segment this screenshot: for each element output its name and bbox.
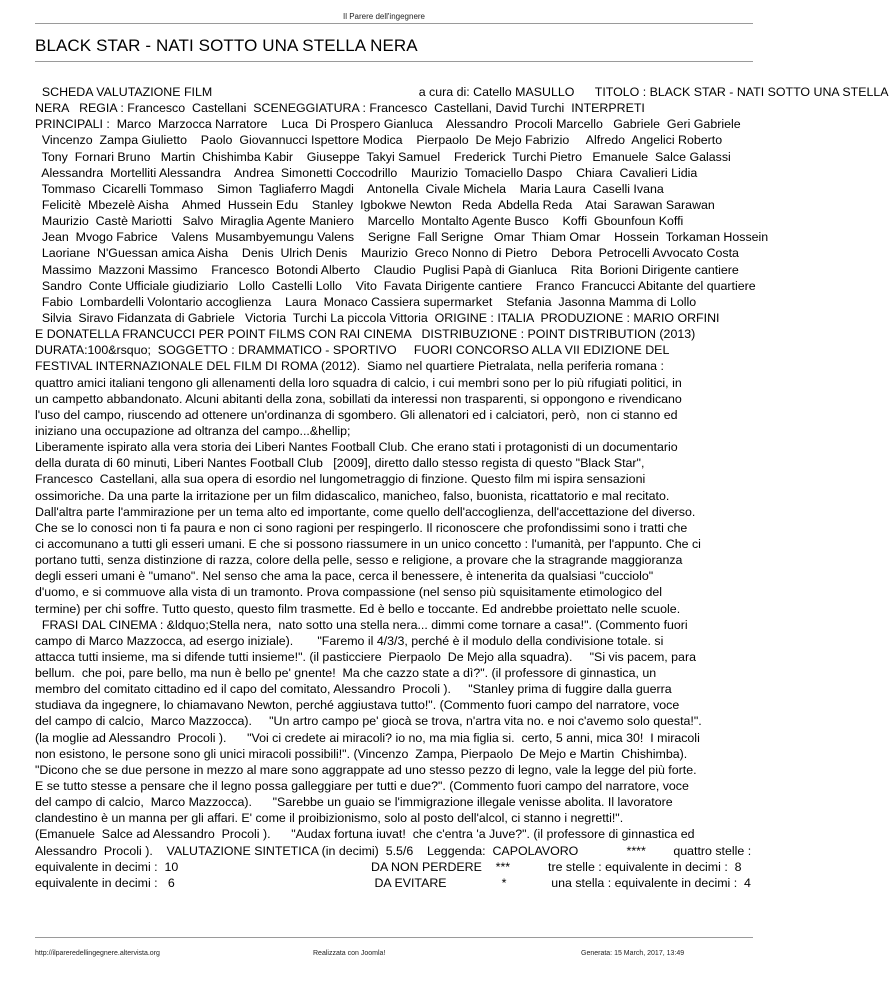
site-header: Il Parere dell'ingegnere [342, 12, 426, 21]
article-line: Silvia Siravo Fidanzata di Gabriele Victoria Turchi La piccola Vittoria ORIGINE : ITALIA PRODUZIONE : MARIO ORFINI [35, 310, 720, 325]
article-line: Francesco Castellani, alla sua opera di esordio nel lungometraggio di finzione. Questo film mi ispira sensazioni [35, 472, 646, 487]
article-line: SCHEDA VALUTAZIONE FILM a cura di: Catello MASULLO TITOLO : BLACK STAR - NATI SOTTO UNA STELLA [35, 85, 889, 99]
article-line: Laoriane N'Guessan amica Aisha Denis Ulrich Denis Maurizio Greco Nonno di Pietro Debora Petrocelli Avvocato Costa [35, 246, 739, 261]
article-line: iniziano una occupazione ad oltranza del campo...&hellip; [35, 423, 351, 438]
title-divider [35, 61, 753, 62]
article-line: portano tutti, senza distinzione di razza, colore della pelle, sesso e religione, a provare che la stragrande maggioranza [35, 553, 683, 568]
article-line: ci accomunano a tutti gli esseri umani. E che si possono riassumere in un unico concetto : l'umanità, per l'appunto. Che ci [35, 536, 701, 551]
article-line: Che se lo conosci non ti fa paura e non ci sono ragioni per respingerlo. Il riconoscere che profondissimi sono i tratti che [35, 520, 688, 535]
article-line: studiava da ingegnere, lo chiamavano Newton, perché aggiustava tutto!". (Commento fuori campo del narratore, voce [35, 698, 680, 713]
header-divider [35, 23, 753, 24]
article-line: Tony Fornari Bruno Martin Chishimba Kabir Giuseppe Takyi Samuel Frederick Turchi Pietro Emanuele Salce Galassi [35, 149, 731, 164]
article-line: equivalente in decimi : 10 DA NON PERDERE *** tre stelle : equivalente in decimi : 8 [35, 859, 742, 874]
article-body [35, 84, 889, 890]
article-line: (Emanuele Salce ad Alessandro Procoli ). "Audax fortuna iuvat! che c'entra 'a Juve?". (il professore di ginnastica ed [35, 827, 695, 842]
article-line: l'uso del campo, riuscendo ad ottenere un'ordinanza di sgombero. Gli allenatori ed i calciatori, però, non ci stanno ed [35, 407, 678, 422]
article-line: termine) per chi soffre. Tutto questo, questo film trasmette. Ed è bello e toccante. Ed andrebbe proiettato nelle scuole. [35, 601, 681, 616]
article-line: PRINCIPALI : Marco Marzocca Narratore Luca Di Prospero Gianluca Alessandro Procoli Marcello Gabriele Geri Gabriele [35, 117, 741, 132]
article-line: degli esseri umani è "umano". Nel senso che ama la pace, cerca il benessere, è intenerita da qualsiasi "cucciolo" [35, 569, 654, 584]
article-line: Maurizio Castè Mariotti Salvo Miraglia Agente Maniero Marcello Montalto Agente Busco Koffi Gbounfoun Koffi [35, 214, 684, 229]
article-line: equivalente in decimi : 6 DA EVITARE * una stella : equivalente in decimi : 4 [35, 875, 751, 890]
article-line: FESTIVAL INTERNAZIONALE DEL FILM DI ROMA (2012). Siamo nel quartiere Pietralata, nella periferia romana : [35, 359, 664, 374]
article-line: Felicitè Mbezelè Aisha Ahmed Hussein Edu Stanley Igbokwe Newton Reda Abdella Reda Atai Sarawan Sarawan [35, 197, 715, 212]
article-line: del campo di calcio, Marco Mazzocca). "Sarebbe un guaio se l'immigrazione illegale venisse abolita. Il lavoratore [35, 795, 673, 810]
article-line: E DONATELLA FRANCUCCI PER POINT FILMS CON RAI CINEMA DISTRIBUZIONE : POINT DISTRIBUTION (2013) [35, 327, 696, 342]
article-line: Sandro Conte Ufficiale giudiziario Lollo Castelli Lollo Vito Favata Dirigente cantiere Franco Francucci Abitante del quartiere [35, 278, 756, 293]
footer-generated-date: Generata: 15 March, 2017, 13:49 [581, 950, 685, 957]
article-line: Vincenzo Zampa Giulietto Paolo Giovannucci Ispettore Modica Pierpaolo De Mejo Fabrizio Alfredo Angelici Roberto [35, 133, 723, 148]
article-line: Alessandra Mortelliti Alessandra Andrea Simonetti Coccodrillo Maurizio Tomaciello Daspo Chiara Cavalieri Lidia [35, 165, 698, 180]
article-line: campo di Marco Mazzocca, ad esergo iniziale). "Faremo il 4/3/3, perché è il modulo della condivisione totale. si [35, 633, 664, 648]
article-line: d'uomo, e si commuove alla vista di un tramonto. Prova compassione (nel senso più squisitamente etimologico del [35, 585, 663, 600]
article-line: DURATA:100&rsquo; SOGGETTO : DRAMMATICO - SPORTIVO FUORI CONCORSO ALLA VII EDIZIONE DEL [35, 343, 670, 358]
article-line: clandestino è un manna per gli affari. E' come il proibizionismo, solo al posto dell'alcol, ci stanno i negretti!". [35, 811, 624, 826]
article-line: attacca tutti insieme, ma si difende tutti insieme!". (il pasticciere Pierpaolo De Mejo alla squadra). "Si vis pacem, para [35, 649, 696, 664]
article-line: Fabio Lombardelli Volontario accoglienza Laura Monaco Cassiera supermarket Stefania Jasonna Mamma di Lollo [35, 294, 697, 309]
article-line: del campo di calcio, Marco Mazzocca). "Un artro campo pe' giocà se trova, n'artra vita no. e noi c'avemo solo questa!". [35, 714, 702, 729]
article-line: Tommaso Cicarelli Tommaso Simon Tagliaferro Magdi Antonella Civale Michela Maria Laura Caselli Ivana [35, 181, 664, 196]
footer-powered-by: Realizzata con Joomla! [313, 950, 386, 957]
article-line: membro del comitato cittadino ed il capo del comitato, Alessandro Procoli ). "Stanley prima di fuggire dalla guerra [35, 682, 672, 697]
article-line: Massimo Mazzoni Massimo Francesco Botondi Alberto Claudio Puglisi Papà di Gianluca Rita Borioni Dirigente cantiere [35, 262, 739, 277]
article-line: quattro amici italiani tengono gli allenamenti della loro squadra di calcio, i cui membri sono per lo più rifugiati politici, in [35, 375, 682, 390]
article-line: Alessandro Procoli ). VALUTAZIONE SINTETICA (in decimi) 5.5/6 Leggenda: CAPOLAVORO **** quattro stelle : [35, 843, 752, 858]
article-line: Dall'altra parte l'ammirazione per un tema alto ed importante, come quello dell'accoglienza, dell'accettazione del diverso. [35, 504, 696, 519]
article-line: FRASI DAL CINEMA : &ldquo;Stella nera, nato sotto una stella nera... dimmi come tornare a casa!". (Commento fuori [35, 617, 688, 632]
article-line: bellum. che poi, pare bello, ma nun è bello pe' gnente! Ma che cazzo state a dì?". (il professore di ginnastica, un [35, 666, 657, 681]
article-line: NERA REGIA : Francesco Castellani SCENEGGIATURA : Francesco Castellani, David Turchi INTERPRETI [35, 101, 645, 116]
article-title: BLACK STAR - NATI SOTTO UNA STELLA NERA [35, 36, 418, 55]
footer-divider [35, 937, 753, 938]
article-line: Liberamente ispirato alla vera storia dei Liberi Nantes Football Club. Che erano stati i protagonisti di un documentario [35, 440, 678, 455]
footer-url: http://ilpareredellingegnere.altervista.org [35, 950, 160, 957]
article-line: un campetto abbandonato. Alcuni abitanti della zona, sobillati da interessi non trasparenti, si oppongono e rivendicano [35, 391, 682, 406]
article-line: (la moglie ad Alessandro Procoli ). "Voi ci credete ai miracoli? io no, ma mia figlia si. certo, 5 anni, mica 30! I miracoli [35, 730, 700, 745]
article-line: "Dicono che se due persone in mezzo al mare sono aggrappate ad uno stesso pezzo di legno, vale la legge del più forte. [35, 762, 697, 777]
article-line: E se tutto stesse a pensare che il legno possa galleggiare per tutti e due?". (Commento fuori campo del narratore, voce [35, 779, 689, 794]
article-line: Jean Mvogo Fabrice Valens Musambyemungu Valens Serigne Fall Serigne Omar Thiam Omar Hossein Torkaman Hossein [35, 230, 769, 245]
article-line: non esistono, le persone sono gli unici miracoli possibili!". (Vincenzo Zampa, Pierpaolo De Mejo e Martin Chishimba). [35, 746, 688, 761]
article-line: della durata di 60 minuti, Liberi Nantes Football Club [2009], diretto dallo stesso regista di questo "Black Star", [35, 456, 645, 471]
article-line: ossimoriche. Da una parte la irritazione per un film didascalico, manicheo, falso, buonista, ricattatorio e mal recitato. [35, 488, 670, 503]
